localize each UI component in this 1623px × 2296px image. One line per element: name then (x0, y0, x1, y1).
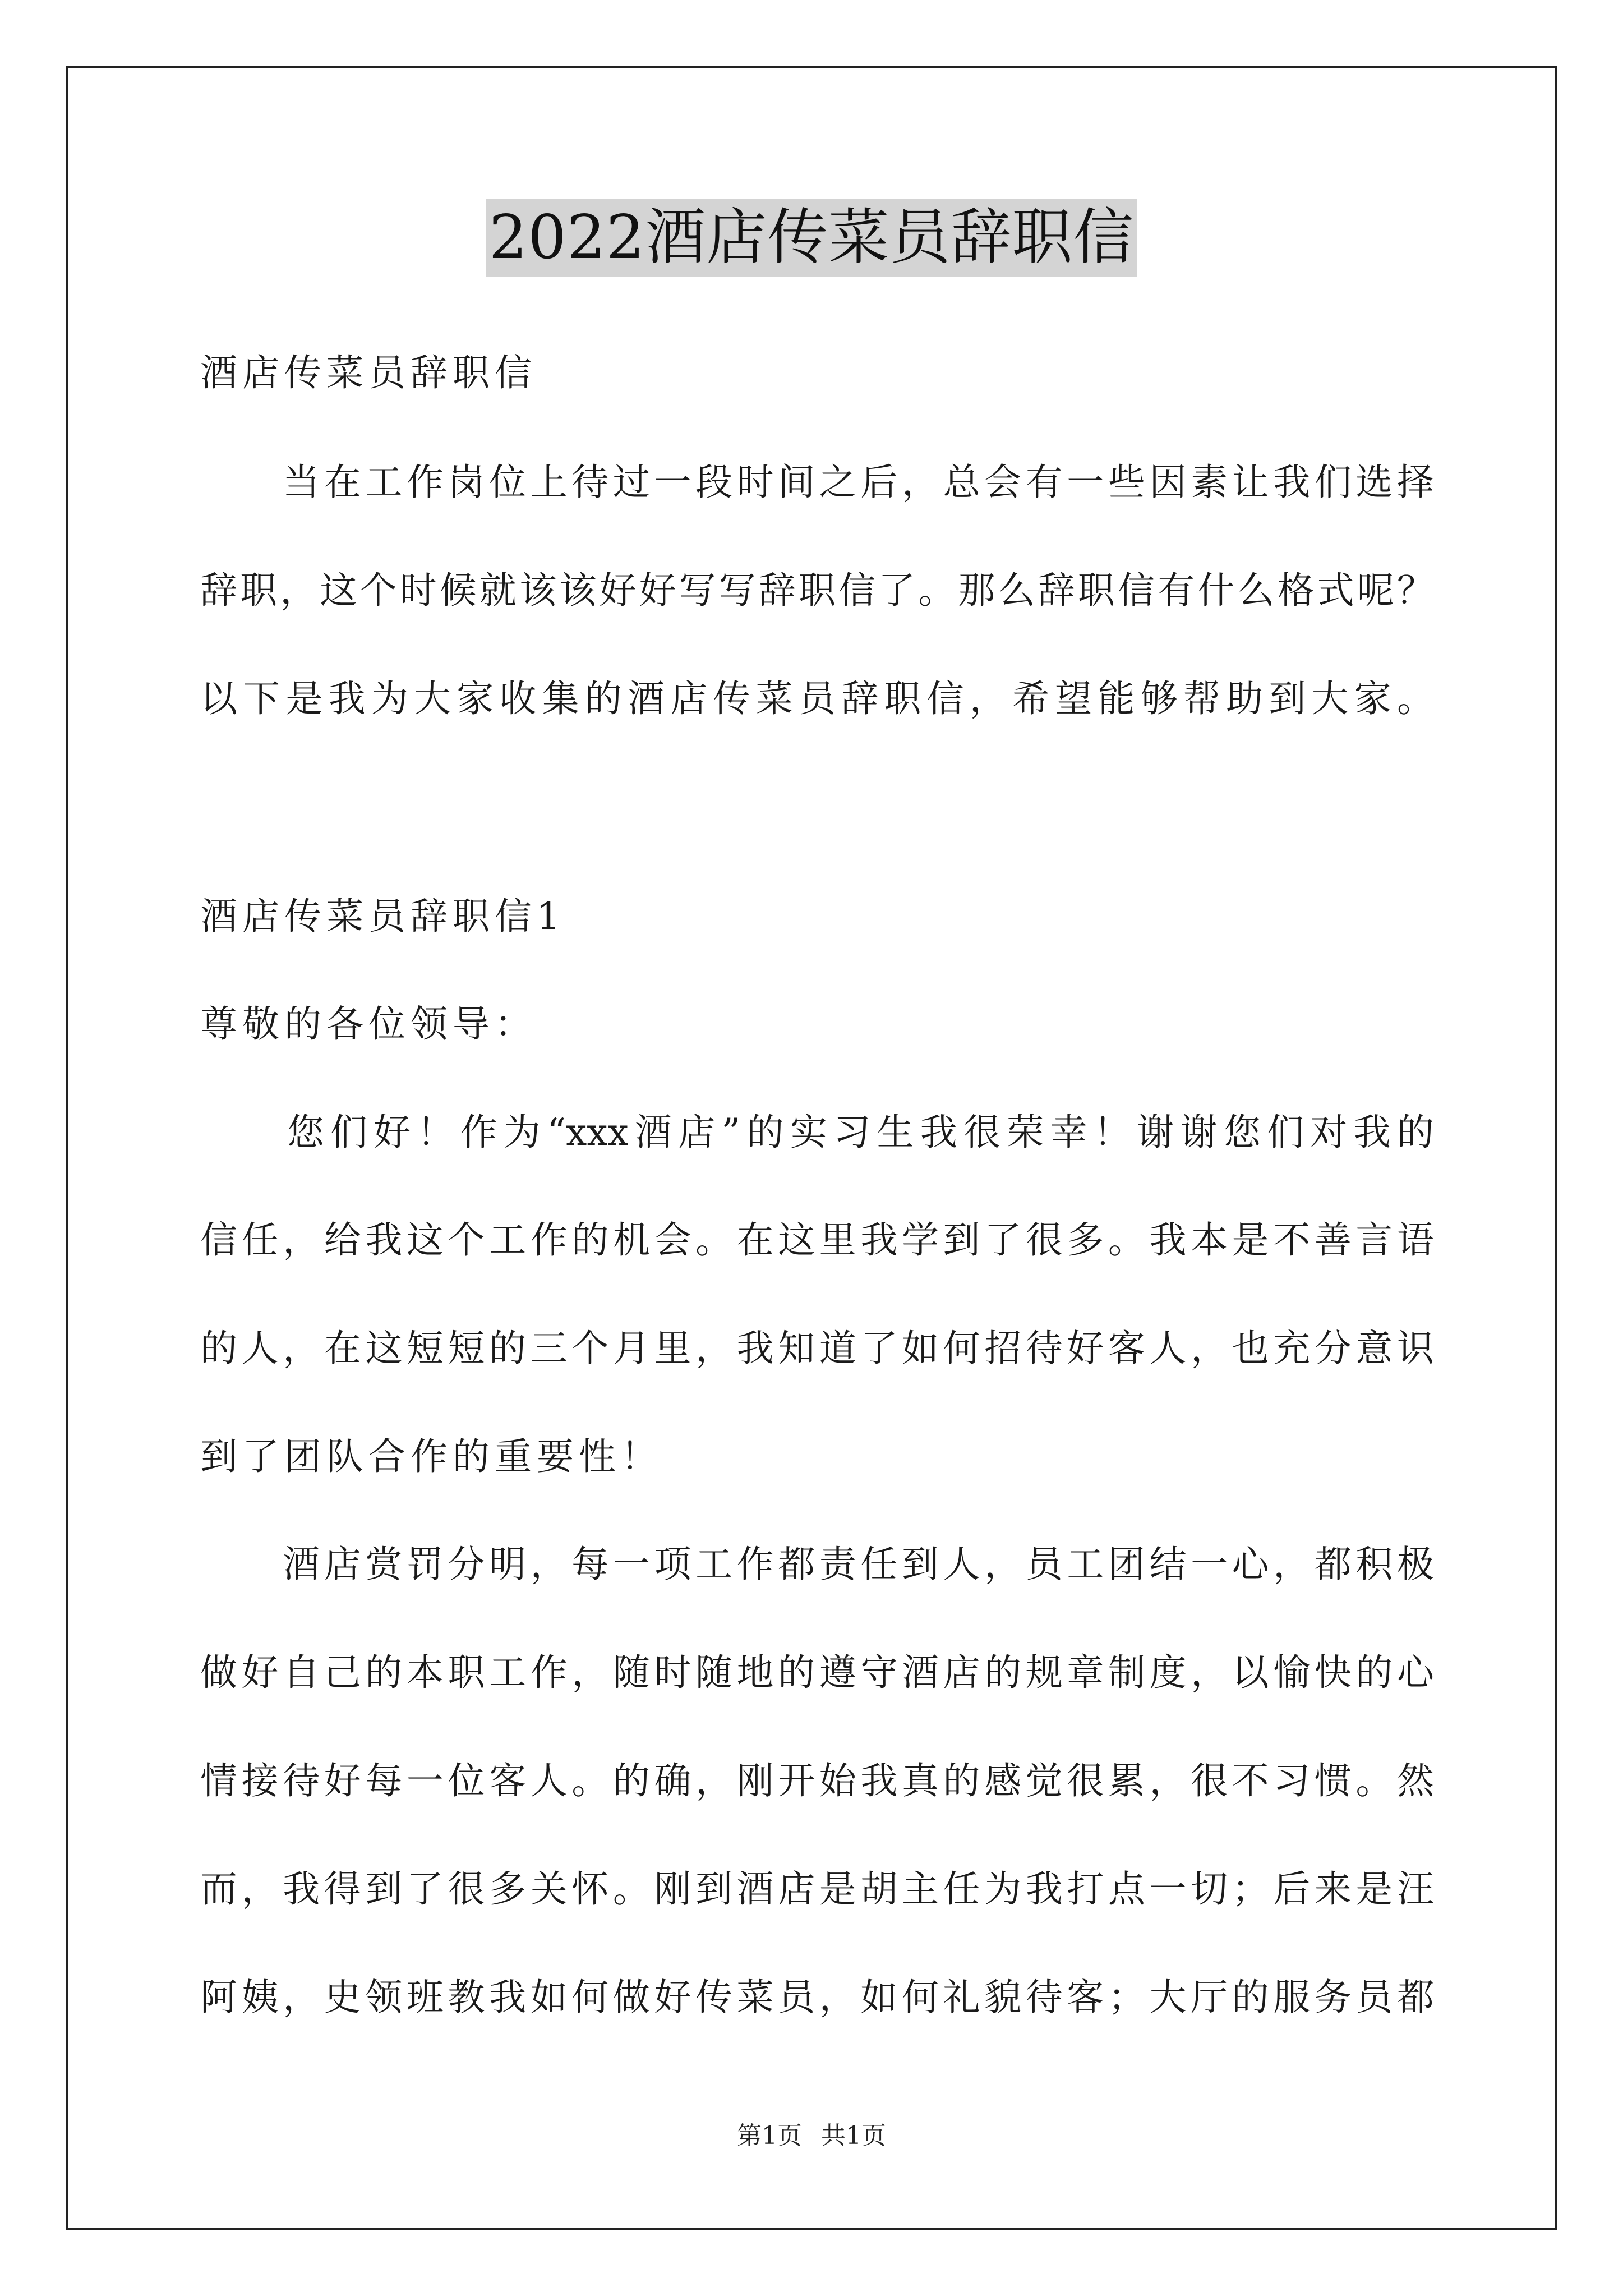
body-line: 您们好！作为“xxx酒店”的实习生我很荣幸！谢谢您们对我的 (200, 1111, 1434, 1154)
body-line: 的人，在这短短的三个月里，我知道了如何招待好客人，也充分意识 (200, 1327, 1434, 1370)
body-line: 阿姨，史领班教我如何做好传菜员，如何礼貌待客；大厅的服务员都 (200, 1976, 1434, 2019)
body-line: 酒店传菜员辞职信 (200, 351, 537, 394)
body-line: 到了团队合作的重要性！ (200, 1435, 663, 1478)
body-line: 信任，给我这个工作的机会。在这里我学到了很多。我本是不善言语 (200, 1218, 1434, 1262)
body-line: 辞职，这个时候就该该好好写写辞职信了。那么辞职信有什么格式呢？ (200, 569, 1434, 612)
body-line: 以下是我为大家收集的酒店传菜员辞职信，希望能够帮助到大家。 (200, 677, 1434, 720)
document-title: 2022酒店传菜员辞职信 (486, 199, 1138, 277)
page-number: 第1页 (737, 2122, 802, 2150)
salutation: 尊敬的各位领导： (200, 1002, 537, 1046)
body-line: 情接待好每一位客人。的确，刚开始我真的感觉很累，很不习惯。然 (200, 1759, 1434, 1802)
body-line: 酒店赏罚分明，每一项工作都责任到人，员工团结一心，都积极 (200, 1543, 1434, 1586)
body-line: 做好自己的本职工作，随时随地的遵守酒店的规章制度，以愉快的心 (200, 1651, 1434, 1694)
body-line: 当在工作岗位上待过一段时间之后，总会有一些因素让我们选择 (200, 461, 1434, 504)
section-heading: 酒店传菜员辞职信1 (200, 895, 565, 938)
page-footer (0, 2120, 1623, 2152)
title-container (0, 199, 1623, 277)
page-total: 共1页 (821, 2122, 886, 2150)
body-line: 而，我得到了很多关怀。刚到酒店是胡主任为我打点一切；后来是汪 (200, 1867, 1434, 1911)
